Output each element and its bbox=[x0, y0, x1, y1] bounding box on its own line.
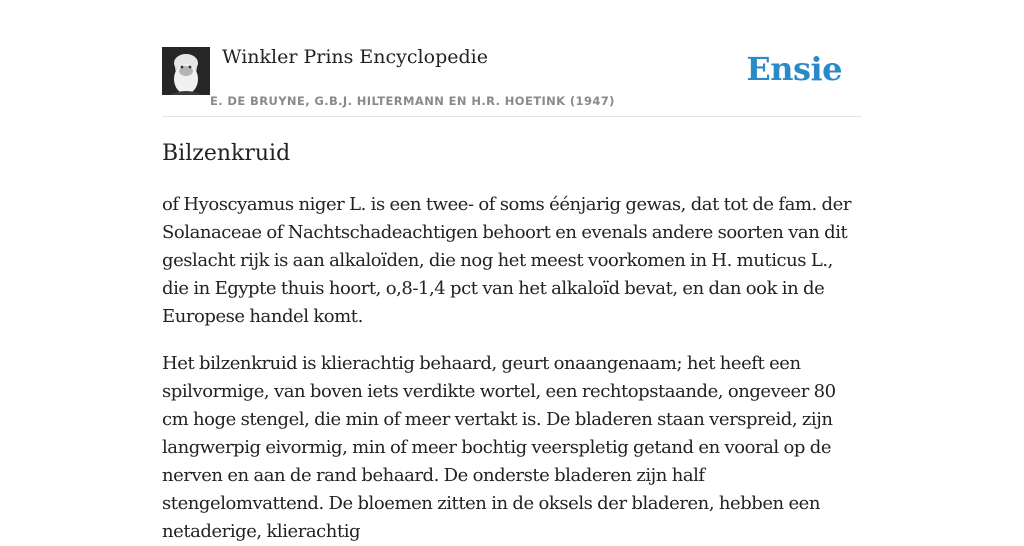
article-paragraph: of Hyoscyamus niger L. is een twee- of soms éénjarig gewas, dat tot de fam. der Solanaceae of Nachtschadeachtigen behoort en evenals andere soorten van dit geslacht rijk is aan alkaloïden, die nog het meest voorkomen in H. muticus L., die in Egypte thuis hoort, o,8-1,4 pct van het alkaloïd bevat, en dan ook in de Europese handel komt. bbox=[162, 194, 851, 327]
ensie-logo[interactable]: Ensie bbox=[746, 50, 842, 88]
authors-line: E. DE BRUYNE, G.B.J. HILTERMANN EN H.R. HOETINK (1947) bbox=[210, 94, 615, 108]
site-header bbox=[162, 44, 862, 117]
site-title[interactable]: Winkler Prins Encyclopedie bbox=[222, 46, 488, 68]
author-portrait-icon[interactable] bbox=[162, 47, 210, 95]
article bbox=[162, 138, 862, 546]
article-title: Bilzenkruid bbox=[162, 141, 291, 166]
article-paragraph: Het bilzenkruid is klierachtig behaard, geurt onaangenaam; het heeft een spilvormige, van boven iets verdikte wortel, een rechtopstaande, ongeveer 80 cm hoge stengel, die min of meer vertakt is. De bladeren staan verspreid, zijn langwerpig eivormig, min of meer bochtig veerspletig getand en vooral op de nerven en aan de rand behaard. De onderste bladeren zijn half stengelomvattend. De bloemen zitten in de oksels der bladeren, hebben een netaderige, klierachtig bbox=[162, 353, 836, 542]
